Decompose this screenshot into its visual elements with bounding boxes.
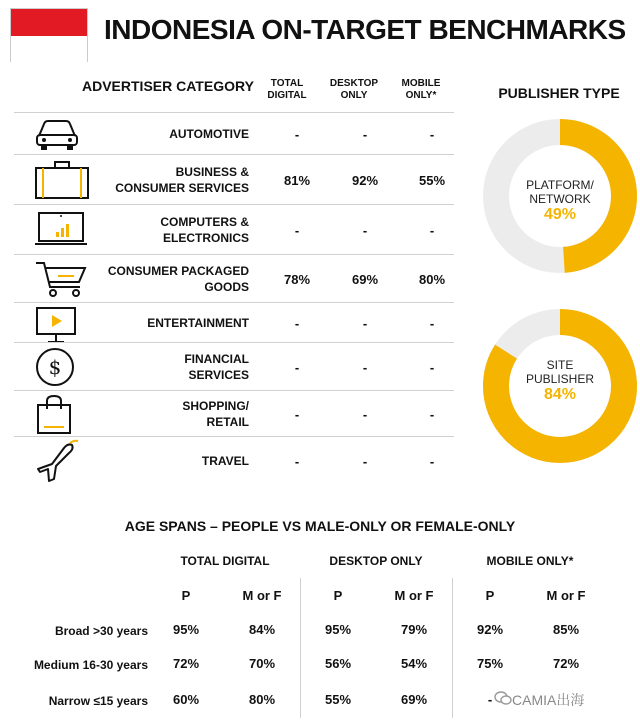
cell-desktop: -: [362, 359, 368, 375]
cell-total: -: [294, 222, 300, 238]
age-group-mobile-only: MOBILE ONLY*: [486, 554, 574, 568]
table-row: [14, 436, 454, 484]
briefcase-icon: [34, 160, 90, 205]
age-cell: 75%: [476, 656, 504, 671]
age-row-label: Narrow ≤15 years: [48, 694, 148, 708]
mobile-only-header: MOBILE ONLY*: [401, 78, 441, 101]
age-group-desktop-only: DESKTOP ONLY: [329, 554, 423, 568]
platform-network-label: PLATFORM/ NETWORK 49%: [510, 178, 610, 222]
desktop-only-header: DESKTOP ONLY: [329, 78, 379, 101]
indonesia-flag: [10, 8, 88, 62]
category-label: CONSUMER PACKAGED GOODS: [107, 264, 249, 294]
age-subheader: M or F: [546, 588, 586, 603]
age-spans-title: AGE SPANS – PEOPLE VS MALE-ONLY OR FEMALE-ONLY: [124, 518, 516, 534]
cell-desktop: -: [362, 126, 368, 142]
cell-total: -: [294, 359, 300, 375]
car-icon: [34, 116, 80, 157]
cell-total: -: [294, 126, 300, 142]
age-cell: 92%: [476, 622, 504, 637]
cell-mobile: 80%: [418, 271, 446, 287]
table-row: [14, 254, 454, 302]
age-cell: 56%: [324, 656, 352, 671]
cell-desktop: -: [362, 222, 368, 238]
cell-mobile: -: [429, 126, 435, 142]
cell-mobile: -: [429, 222, 435, 238]
age-cell: 84%: [248, 622, 276, 637]
site-publisher-value: 84%: [543, 386, 577, 403]
age-row-label: Broad >30 years: [54, 624, 148, 638]
age-subheader: P: [485, 588, 495, 603]
svg-text:$: $: [48, 355, 62, 379]
divider: [452, 578, 453, 718]
age-subheader: P: [181, 588, 191, 603]
category-label: SHOPPING/ RETAIL: [182, 399, 249, 429]
divider: [300, 578, 301, 718]
table-row: [14, 112, 454, 154]
watermark: CAMIA出海: [512, 692, 585, 708]
age-cell: 69%: [400, 692, 428, 707]
publisher-type-title: PUBLISHER TYPE: [498, 85, 620, 101]
cell-desktop: -: [362, 315, 368, 331]
category-label: ENTERTAINMENT: [147, 316, 249, 330]
table-row: [14, 154, 454, 204]
table-row: [14, 342, 454, 390]
age-subheader: M or F: [394, 588, 434, 603]
cell-total: -: [294, 406, 300, 422]
age-cell: 72%: [172, 656, 200, 671]
total-digital-header: TOTAL DIGITAL: [267, 78, 307, 101]
age-cell: 72%: [552, 656, 580, 671]
cell-desktop: -: [362, 453, 368, 469]
shopping-bag-icon: [34, 393, 74, 440]
chat-bubble-icon: [494, 690, 512, 706]
cell-mobile: 55%: [418, 172, 446, 188]
cell-desktop: 92%: [351, 172, 379, 188]
age-cell: 54%: [400, 656, 428, 671]
age-subheader: P: [333, 588, 343, 603]
airplane-icon: [34, 439, 84, 488]
age-group-total-digital: TOTAL DIGITAL: [180, 554, 270, 568]
category-label: COMPUTERS & ELECTRONICS: [160, 215, 249, 245]
age-cell: 95%: [172, 622, 200, 637]
site-publisher-label: SITE PUBLISHER 84%: [510, 358, 610, 402]
cell-desktop: -: [362, 406, 368, 422]
shopping-cart-icon: [34, 259, 88, 304]
cell-desktop: 69%: [351, 271, 379, 287]
table-row: [14, 204, 454, 254]
category-label: BUSINESS & CONSUMER SERVICES: [115, 165, 249, 195]
laptop-icon: [34, 211, 88, 254]
advertiser-category-header: ADVERTISER CATEGORY: [82, 78, 254, 94]
cell-total: -: [294, 315, 300, 331]
cell-mobile: -: [429, 315, 435, 331]
table-row: [14, 302, 454, 342]
page-title: INDONESIA ON-TARGET BENCHMARKS: [104, 14, 626, 45]
age-cell: 55%: [324, 692, 352, 707]
age-cell: 95%: [324, 622, 352, 637]
age-cell: 85%: [552, 622, 580, 637]
category-label: FINANCIAL SERVICES: [184, 352, 249, 382]
age-cell: 70%: [248, 656, 276, 671]
age-cell: 79%: [400, 622, 428, 637]
age-row-label: Medium 16-30 years: [33, 658, 148, 672]
category-label: AUTOMOTIVE: [169, 127, 249, 141]
age-subheader: M or F: [242, 588, 282, 603]
age-cell: 60%: [172, 692, 200, 707]
dollar-coin-icon: [34, 346, 76, 393]
cell-mobile: -: [429, 359, 435, 375]
age-cell: 80%: [248, 692, 276, 707]
category-label: TRAVEL: [201, 454, 249, 468]
cell-mobile: -: [429, 406, 435, 422]
cell-total: 81%: [283, 172, 311, 188]
cell-total: 78%: [283, 271, 311, 287]
table-row: [14, 390, 454, 436]
cell-mobile: -: [429, 453, 435, 469]
cell-total: -: [294, 453, 300, 469]
platform-network-value: 49%: [543, 206, 577, 223]
age-cell: -: [487, 692, 493, 707]
